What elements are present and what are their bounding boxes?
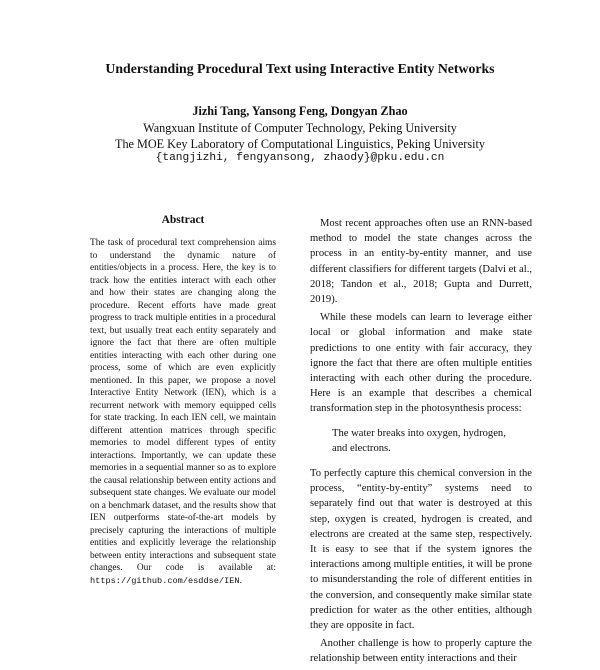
abstract-heading: Abstract [161, 214, 205, 226]
body-column [310, 216, 532, 670]
paper-authors: Jizhi Tang, Yansong Feng, Dongyan Zhao [192, 104, 408, 118]
abstract-end: . [239, 575, 242, 586]
example-quote: The water breaks into oxygen, hydrogen, and electrons. [332, 427, 506, 454]
body-paragraph-1: Most recent approaches often use an RNN-based method to model the state changes across the process in an entity-by-entity manner, and use different classifiers for different targets (Dalvi et al., 2018; Tandon et al., 2018; Gupta and Durrett, 2019). [310, 218, 532, 306]
body-paragraph-4: Another challenge is how to properly capture the relationship between entity interactions and their [310, 638, 532, 665]
affiliation-1: Wangxuan Institute of Computer Technology, Peking University [143, 121, 457, 135]
body-paragraph-2: While these models can learn to leverage either local or global information and make state predictions to one entity with fair accuracy, they ignore the fact that there are often multiple entities interacting with each other during the procedure. Here is an example that describes a chemical transformation step in the photosynthesis process: [310, 312, 532, 415]
body-paragraph-3: To perfectly capture this chemical conversion in the process, “entity-by-entity” systems need to separately find out that water is destroyed at this step, oxygen is created, hydrogen is created, and electrons are created at the same step, respectively. It is easy to see that if the system ignores the interactions among multiple entities, it will be prone to misunderstanding the role of different entities in the conversion, and consequently make similar state prediction for water as the other entities, although they are opposite in fact. [310, 468, 532, 632]
abstract-body [90, 237, 276, 587]
code-link[interactable]: https://github.com/esddse/IEN [90, 575, 240, 586]
affiliation-2: The MOE Key Laboratory of Computational Linguistics, Peking University [115, 137, 485, 151]
author-emails: {tangjizhi, fengyansong, zhaody}@pku.edu.cn [155, 152, 445, 164]
paper-title: Understanding Procedural Text using Interactive Entity Networks [105, 61, 495, 76]
abstract-text: The task of procedural text comprehension aims to understand the dynamic nature of entities/objects in a process. Here, the key is to track how the entities interact with each other and how their states are changing along the procedure. Recent efforts have made great progress to track multiple entities in a procedural text, but usually treat each entity separately and ignore the fact that there are often multiple entities interacting with each other during one process, some of which are even explicitly mentioned. In this paper, we propose a novel Interactive Entity Network (IEN), which is a recurrent network with memory equipped cells for state tracking. In each IEN cell, we maintain different attention matrices through specific memories to model different types of entity interactions. Importantly, we can update these memories in a sequential manner so as to explore the causal relationship between entity actions and subsequent state changes. We evaluate our model on a benchmark dataset, and the results show that IEN outperforms state-of-the-art models by precisely capturing the interactions of multiple entities and explicitly leverage the relationship between entity interactions and subsequent state changes. Our code is available at: [90, 238, 276, 573]
